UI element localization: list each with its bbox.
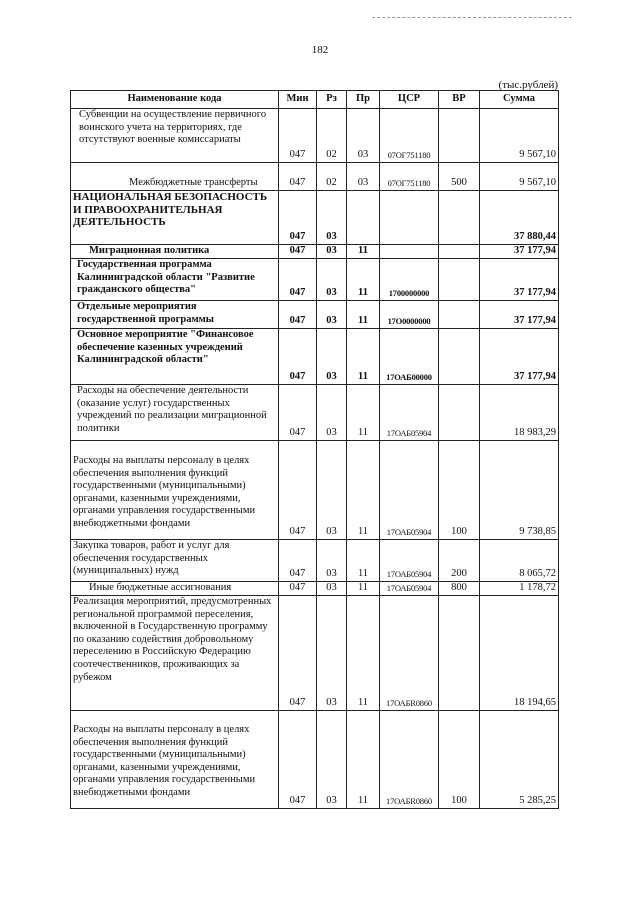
cell-rz: 03 xyxy=(317,711,347,809)
cell-csr: 17ОАБ05904 xyxy=(380,385,439,441)
cell-vr xyxy=(439,191,480,245)
header-sum: Сумма xyxy=(480,91,559,109)
cell-csr: 17ОАБ05904 xyxy=(380,582,439,596)
page-number: 182 xyxy=(311,44,329,56)
cell-min: 047 xyxy=(279,259,317,301)
cell-sum: 18 194,65 xyxy=(480,596,559,711)
header-min: Мин xyxy=(279,91,317,109)
cell-rz: 02 xyxy=(317,109,347,163)
cell-pr: 11 xyxy=(347,385,380,441)
cell-name: Основное мероприятие "Финансовое обеспечение казенных учреждений Калининградской области" xyxy=(71,329,279,385)
cell-vr xyxy=(439,259,480,301)
cell-csr: 1700000000 xyxy=(380,259,439,301)
table-row xyxy=(71,596,559,711)
table-row xyxy=(71,259,559,301)
header-rz: Рз xyxy=(317,91,347,109)
cell-rz: 03 xyxy=(317,259,347,301)
cell-sum: 18 983,29 xyxy=(480,385,559,441)
table-row xyxy=(71,441,559,540)
cell-csr: 07ОГ751180 xyxy=(380,109,439,163)
cell-pr: 11 xyxy=(347,711,380,809)
cell-name: Расходы на выплаты персоналу в целях обеспечения выполнения функций государственными (муниципальными) органами, казенными учреждениями, органами управления государственными внебюджетными фондами xyxy=(71,441,279,540)
cell-vr xyxy=(439,245,480,259)
cell-rz: 03 xyxy=(317,329,347,385)
cell-min: 047 xyxy=(279,245,317,259)
cell-name: Миграционная политика xyxy=(71,245,279,259)
cell-sum: 5 285,25 xyxy=(480,711,559,809)
cell-pr: 11 xyxy=(347,245,380,259)
table-row xyxy=(71,540,559,582)
cell-sum: 37 177,94 xyxy=(480,245,559,259)
cell-sum: 37 177,94 xyxy=(480,329,559,385)
cell-vr xyxy=(439,385,480,441)
cell-csr: 17ОАБ05904 xyxy=(380,441,439,540)
cell-rz: 03 xyxy=(317,191,347,245)
cell-name: Государственная программа Калининградской области "Развитие гражданского общества" xyxy=(71,259,279,301)
table-row xyxy=(71,163,559,191)
cell-rz: 03 xyxy=(317,596,347,711)
cell-name: Расходы на выплаты персоналу в целях обеспечения выполнения функций государственными (муниципальными) органами, казенными учреждениями, органами управления государственными внебюджетными фондами xyxy=(71,711,279,809)
cell-csr: 17ОАБR0860 xyxy=(380,711,439,809)
cell-name: НАЦИОНАЛЬНАЯ БЕЗОПАСНОСТЬ И ПРАВООХРАНИТЕЛЬНАЯ ДЕЯТЕЛЬНОСТЬ xyxy=(71,191,279,245)
cell-pr: 11 xyxy=(347,596,380,711)
cell-vr: 100 xyxy=(439,711,480,809)
header-pr: Пр xyxy=(347,91,380,109)
cell-pr: 11 xyxy=(347,441,380,540)
cell-pr xyxy=(347,191,380,245)
cell-min: 047 xyxy=(279,163,317,191)
table-row xyxy=(71,301,559,329)
cell-rz: 03 xyxy=(317,301,347,329)
cell-csr: 17ОАБR0860 xyxy=(380,596,439,711)
cell-vr: 500 xyxy=(439,163,480,191)
cell-vr xyxy=(439,109,480,163)
cell-sum: 1 178,72 xyxy=(480,582,559,596)
cell-sum: 37 177,94 xyxy=(480,301,559,329)
cell-rz: 03 xyxy=(317,441,347,540)
budget-table xyxy=(70,90,559,809)
header-vr: ВР xyxy=(439,91,480,109)
cell-name: Закупка товаров, работ и услуг для обеспечения государственных (муниципальных) нужд xyxy=(71,540,279,582)
cell-vr: 200 xyxy=(439,540,480,582)
cell-vr xyxy=(439,301,480,329)
cell-name: Отдельные мероприятия государственной программы xyxy=(71,301,279,329)
table-row xyxy=(71,109,559,163)
cell-sum: 37 880,44 xyxy=(480,191,559,245)
table-row xyxy=(71,245,559,259)
cell-min: 047 xyxy=(279,109,317,163)
cell-csr: 07ОГ751180 xyxy=(380,163,439,191)
table-row xyxy=(71,329,559,385)
cell-min: 047 xyxy=(279,301,317,329)
cell-min: 047 xyxy=(279,596,317,711)
cell-csr: 17ОАБ00000 xyxy=(380,329,439,385)
cell-rz: 03 xyxy=(317,540,347,582)
cell-vr xyxy=(439,329,480,385)
cell-sum: 9 738,85 xyxy=(480,441,559,540)
header-csr: ЦСР xyxy=(380,91,439,109)
cell-min: 047 xyxy=(279,191,317,245)
table-row xyxy=(71,582,559,596)
cell-min: 047 xyxy=(279,540,317,582)
cell-rz: 03 xyxy=(317,582,347,596)
table-row xyxy=(71,711,559,809)
units-label: (тыс.рублей) xyxy=(498,79,558,91)
cell-csr xyxy=(380,191,439,245)
header-name: Наименование кода xyxy=(71,91,279,109)
table-header-row xyxy=(71,91,559,109)
cell-sum: 8 065,72 xyxy=(480,540,559,582)
cell-pr: 03 xyxy=(347,163,380,191)
cell-rz: 03 xyxy=(317,385,347,441)
cell-csr xyxy=(380,245,439,259)
cell-pr: 11 xyxy=(347,259,380,301)
cell-vr: 100 xyxy=(439,441,480,540)
cell-rz: 02 xyxy=(317,163,347,191)
cell-sum: 9 567,10 xyxy=(480,109,559,163)
cell-min: 047 xyxy=(279,711,317,809)
cell-name: Иные бюджетные ассигнования xyxy=(71,582,279,596)
cell-vr: 800 xyxy=(439,582,480,596)
cell-sum: 37 177,94 xyxy=(480,259,559,301)
top-rule xyxy=(372,17,572,18)
table-row xyxy=(71,191,559,245)
cell-pr: 11 xyxy=(347,582,380,596)
cell-vr xyxy=(439,596,480,711)
cell-min: 047 xyxy=(279,385,317,441)
cell-name: Расходы на обеспечение деятельности (оказание услуг) государственных учреждений по реализации миграционной политики xyxy=(71,385,279,441)
cell-name: Субвенции на осуществление первичного воинского учета на территориях, где отсутствуют военные комиссариаты xyxy=(71,109,279,163)
cell-csr: 17О0000000 xyxy=(380,301,439,329)
cell-sum: 9 567,10 xyxy=(480,163,559,191)
cell-rz: 03 xyxy=(317,245,347,259)
cell-pr: 11 xyxy=(347,301,380,329)
table-row xyxy=(71,385,559,441)
cell-pr: 11 xyxy=(347,329,380,385)
cell-csr: 17ОАБ05904 xyxy=(380,540,439,582)
cell-name: Межбюджетные трансферты xyxy=(71,163,279,191)
cell-min: 047 xyxy=(279,441,317,540)
cell-pr: 03 xyxy=(347,109,380,163)
cell-name: Реализация мероприятий, предусмотренных региональной программой переселения, включенной в Государственную программу по оказанию содействия добровольному переселению в Российскую Федерацию соотечественников, проживающих за рубежом xyxy=(71,596,279,711)
cell-min: 047 xyxy=(279,582,317,596)
cell-pr: 11 xyxy=(347,540,380,582)
cell-min: 047 xyxy=(279,329,317,385)
